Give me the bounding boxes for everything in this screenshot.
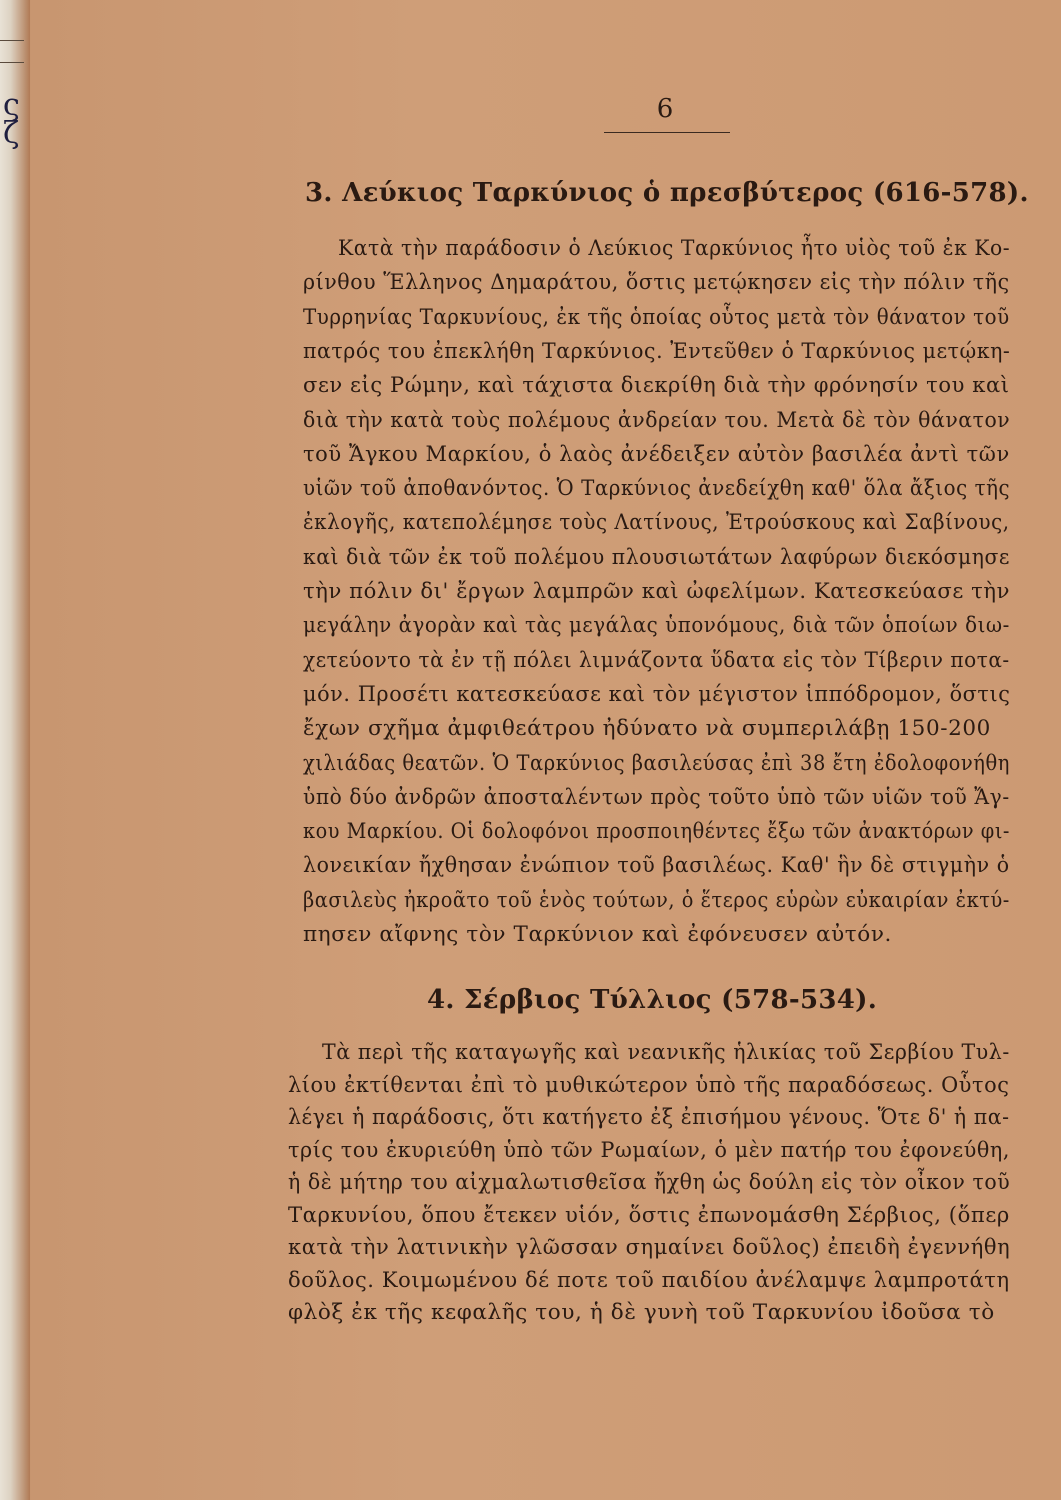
binding-line: [0, 40, 24, 41]
text-line: δοῦλος. Κοιμωμένου δέ ποτε τοῦ παιδίου ἀνέλαμψε λαμπροτάτη: [288, 1267, 1010, 1293]
text-line: τοῦ Ἄγκου Μαρκίου, ὁ λαὸς ἀνέδειξεν αὐτὸν βασιλέα ἀντὶ τῶν: [303, 441, 1010, 467]
text-line: Τυρρηνίας Ταρκυνίους, ἐκ τῆς ὁποίας οὗτος μετὰ τὸν θάνατον τοῦ: [303, 304, 1010, 330]
text-line: χιλιάδας θεατῶν. Ὁ Ταρκύνιος βασιλεύσας ἐπὶ 38 ἔτη ἐδολοφονήθη: [303, 750, 1010, 776]
text-line: σεν εἰς Ρώμην, καὶ τάχιστα διεκρίθη διὰ τὴν φρόνησίν του καὶ: [303, 373, 1010, 399]
text-line: Τὰ περὶ τῆς καταγωγῆς καὶ νεανικῆς ἡλικίας τοῦ Σερβίου Τυλ-: [322, 1040, 1010, 1065]
text-line: ἔχων σχῆμα ἀμφιθεάτρου ἠδύνατο νὰ συμπεριλάβῃ 150-200: [303, 716, 991, 742]
section-3-heading: 3. Λεύκιος Ταρκύνιος ὁ πρεσβύτερος (616-578).: [305, 178, 1029, 208]
text-line: υἱῶν τοῦ ἀποθανόντος. Ὁ Ταρκύνιος ἀνεδείχθη καθ' ὅλα ἄξιος τῆς: [303, 476, 1011, 502]
text-line: Κατὰ τὴν παράδοσιν ὁ Λεύκιος Ταρκύνιος ἦτο υἱὸς τοῦ ἐκ Κο-: [338, 236, 1011, 261]
text-line: καὶ διὰ τῶν ἐκ τοῦ πολέμου πλουσιωτάτων λαφύρων διεκόσμησε: [303, 544, 1011, 570]
section-4-heading: 4. Σέρβιος Τύλλιος (578-534).: [427, 985, 878, 1015]
text-line: ρίνθου Ἕλληνος Δημαράτου, ὅστις μετῴκησεν εἰς τὴν πόλιν τῆς: [303, 270, 1010, 296]
margin-handwritten-mark: ς ζ: [3, 88, 20, 151]
text-line: ὑπὸ δύο ἀνδρῶν ἀποσταλέντων πρὸς τοῦτο ὑπὸ τῶν υἱῶν τοῦ Ἄγ-: [303, 784, 1010, 810]
text-line: φλὸξ ἐκ τῆς κεφαλῆς του, ἡ δὲ γυνὴ τοῦ Ταρκυνίου ἰδοῦσα τὸ: [288, 1300, 995, 1325]
binding-edge: [0, 0, 30, 1500]
text-line: διὰ τὴν κατὰ τοὺς πολέμους ἀνδρείαν του. Μετὰ δὲ τὸν θάνατον: [303, 407, 1011, 433]
text-line: λίου ἐκτίθενται ἐπὶ τὸ μυθικώτερον ὑπὸ τῆς παραδόσεως. Οὗτος: [288, 1072, 1010, 1098]
text-line: πατρός του ἐπεκλήθη Ταρκύνιος. Ἐντεῦθεν ὁ Ταρκύνιος μετῴκη-: [303, 338, 1011, 364]
text-line: μόν. Προσέτι κατεσκεύασε καὶ τὸν μέγιστον ἱππόδρομον, ὅστις: [303, 681, 1011, 707]
binding-line: [0, 62, 24, 63]
text-line: τὴν πόλιν δι' ἔργων λαμπρῶν καὶ ὠφελίμων. Κατεσκεύασε τὴν: [303, 579, 1011, 604]
text-line: κατὰ τὴν λατινικὴν γλῶσσαν σημαίνει δοῦλος) ἐπειδὴ ἐγεννήθη: [288, 1235, 1011, 1260]
text-line: πησεν αἴφνης τὸν Ταρκύνιον καὶ ἐφόνευσεν αὐτόν.: [303, 922, 892, 947]
text-line: ἡ δὲ μήτηρ του αἰχμαλωτισθεῖσα ἤχθη ὡς δούλη εἰς τὸν οἶκον τοῦ: [288, 1170, 1011, 1195]
text-line: βασιλεὺς ἠκροᾶτο τοῦ ἑνὸς τούτων, ὁ ἕτερος εὑρὼν εὐκαιρίαν ἐκτύ-: [303, 887, 1010, 913]
text-line: λέγει ἡ παράδοσις, ὅτι κατήγετο ἐξ ἐπισήμου γένους. Ὅτε δ' ἡ πα-: [288, 1105, 1010, 1130]
text-line: κου Μαρκίου. Οἱ δολοφόνοι προσποιηθέντες ἔξω τῶν ἀνακτόρων φι-: [303, 819, 1010, 845]
text-line: ἐκλογῆς, κατεπολέμησε τοὺς Λατίνους, Ἐτρούσκους καὶ Σαβίνους,: [303, 510, 1010, 536]
text-line: λονεικίαν ἤχθησαν ἐνώπιον τοῦ βασιλέως. Καθ' ἣν δὲ στιγμὴν ὁ: [303, 853, 1010, 879]
text-line: Ταρκυνίου, ὅπου ἔτεκεν υἱόν, ὅστις ἐπωνομάσθη Σέρβιος, (ὅπερ: [288, 1202, 1010, 1228]
text-line: τρίς του ἐκυριεύθη ὑπὸ τῶν Ρωμαίων, ὁ μὲν πατήρ του ἐφονεύθη,: [288, 1137, 1010, 1163]
page-number-rule: [604, 132, 730, 133]
text-line: χετεύοντο τὰ ἐν τῇ πόλει λιμνάζοντα ὕδατα εἰς τὸν Τίβεριν ποτα-: [303, 647, 1010, 673]
text-line: μεγάλην ἀγορὰν καὶ τὰς μεγάλας ὑπονόμους, διὰ τῶν ὁποίων διω-: [303, 613, 1010, 639]
page-number: 6: [656, 94, 674, 124]
